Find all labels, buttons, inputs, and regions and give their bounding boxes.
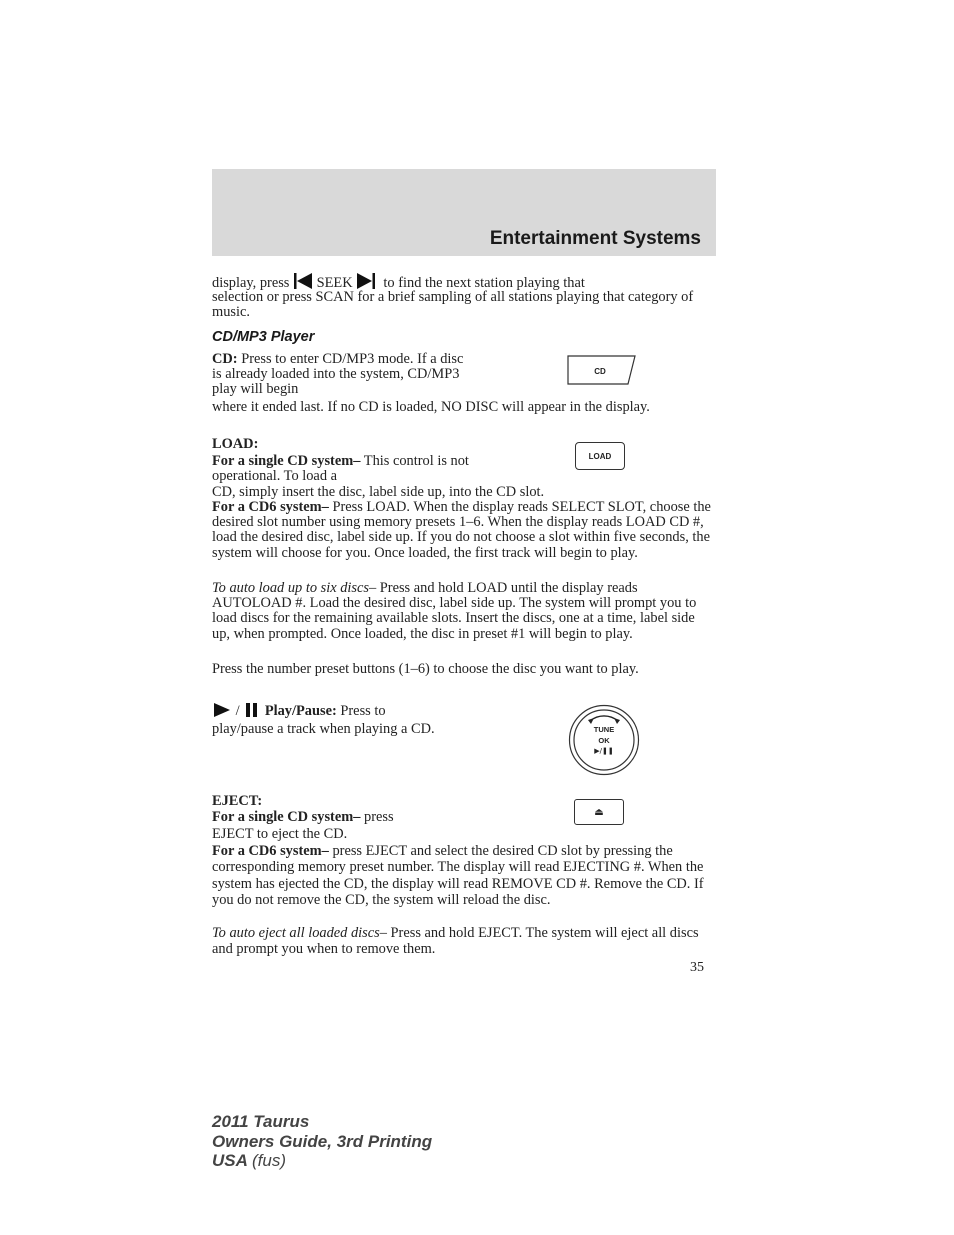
intro-rest: selection or press SCAN for a brief sampling of all stations playing that category of music. xyxy=(212,289,694,321)
footer-region-code: (fus) xyxy=(252,1151,286,1170)
load-single-label: For a single CD system– xyxy=(212,453,361,469)
autoeject-paragraph xyxy=(212,925,716,958)
section-title: Entertainment Systems xyxy=(489,228,701,249)
cd-button-label: CD xyxy=(594,367,606,376)
cd-description-wrapped xyxy=(212,352,472,398)
knob-tune-label: TUNE xyxy=(593,725,615,734)
autoeject-italic: To auto eject all loaded discs xyxy=(212,925,380,941)
play-pause-text-1: Press to xyxy=(340,703,386,719)
eject-single-label: For a single CD system– xyxy=(212,809,361,825)
eject-icon: ⏏ xyxy=(594,806,604,818)
play-pause-line xyxy=(212,702,472,719)
page-number: 35 xyxy=(690,960,704,975)
section-header-band xyxy=(212,169,716,256)
play-pause-text-2: play/pause a track when playing a CD. xyxy=(212,721,435,737)
eject-cd6-paragraph xyxy=(212,843,716,908)
load-single-full: CD, simply insert the disc, label side up, into the CD slot. xyxy=(212,484,545,500)
eject-single-text: press xyxy=(364,809,394,825)
eject-button[interactable] xyxy=(574,799,624,825)
footer-region: USA xyxy=(212,1151,248,1170)
footer xyxy=(212,1112,432,1171)
eject-cd6-label: For a CD6 system– xyxy=(212,843,329,859)
intro-post-text: to find the next station playing that xyxy=(383,275,585,291)
play-icon xyxy=(212,702,232,718)
autoload-italic: To auto load up to six discs xyxy=(212,580,369,596)
eject-single-wrapped xyxy=(212,810,472,825)
pause-icon xyxy=(243,702,261,718)
tune-ok-knob[interactable] xyxy=(568,704,640,776)
seek-back-icon xyxy=(293,272,313,290)
intro-pre-text: display, press xyxy=(212,275,290,291)
footer-line-2: Owners Guide, 3rd Printing xyxy=(212,1131,433,1151)
cd-button[interactable] xyxy=(567,355,637,385)
cd-text-wrapped: Press to enter CD/MP3 mode. If a disc is already loaded into the system, CD/MP3 play will begin xyxy=(212,351,464,398)
load-single-wrapped xyxy=(212,454,472,484)
load-label: LOAD: xyxy=(212,436,259,452)
load-cd6-paragraph xyxy=(212,500,716,561)
seek-forward-icon xyxy=(356,272,376,290)
autoload-paragraph xyxy=(212,581,716,642)
eject-cd6-text: press EJECT and select the desired CD slot by pressing the corresponding memory preset number. The display will read EJECTING #. When the system has ejected the CD, the display will read REMOVE CD #. Remove the CD. If you do not remove the CD, the system will reload the disc. xyxy=(212,843,704,908)
footer-line-3 xyxy=(212,1151,432,1171)
cd-mp3-heading: CD/MP3 Player xyxy=(212,329,315,345)
autoeject-text: – Press and hold EJECT. The system will eject all discs and prompt you when to remove them. xyxy=(212,925,699,958)
seek-label: SEEK xyxy=(316,275,353,291)
preset-paragraph: Press the number preset buttons (1–6) to choose the disc you want to play. xyxy=(212,661,639,677)
knob-play-pause-label: ▶/❚❚ xyxy=(594,747,614,755)
eject-label: EJECT: xyxy=(212,793,263,809)
load-button[interactable]: LOAD xyxy=(575,442,625,470)
autoload-text: – Press and hold LOAD until the display reads AUTOLOAD #. Load the desired disc, label side up. The system will prompt you to load discs for the remaining available slots. Insert the discs, one at a time, label side up, when prompted. Once loaded, the disc in preset #1 will begin to play. xyxy=(212,580,697,642)
cd-label: CD: xyxy=(212,351,238,367)
load-cd6-label: For a CD6 system– xyxy=(212,499,329,515)
load-single-text: This control is not operational. To load a xyxy=(212,453,469,485)
load-cd6-text: Press LOAD. When the display reads SELECT SLOT, choose the desired slot number using memory presets 1–6. When the display reads LOAD CD #, load the desired disc, label side up. If you do not choose a slot within five seconds, the system will choose for you. Once loaded, the first track will begin to play. xyxy=(212,499,711,561)
footer-line-1: 2011 Taurus xyxy=(212,1112,310,1131)
eject-single-full: EJECT to eject the CD. xyxy=(212,826,348,842)
cd-description-full: where it ended last. If no CD is loaded, NO DISC will appear in the display. xyxy=(212,399,650,415)
play-pause-label: Play/Pause: xyxy=(264,703,337,719)
knob-ok-label: OK xyxy=(598,736,610,745)
play-separator: / xyxy=(235,703,240,719)
